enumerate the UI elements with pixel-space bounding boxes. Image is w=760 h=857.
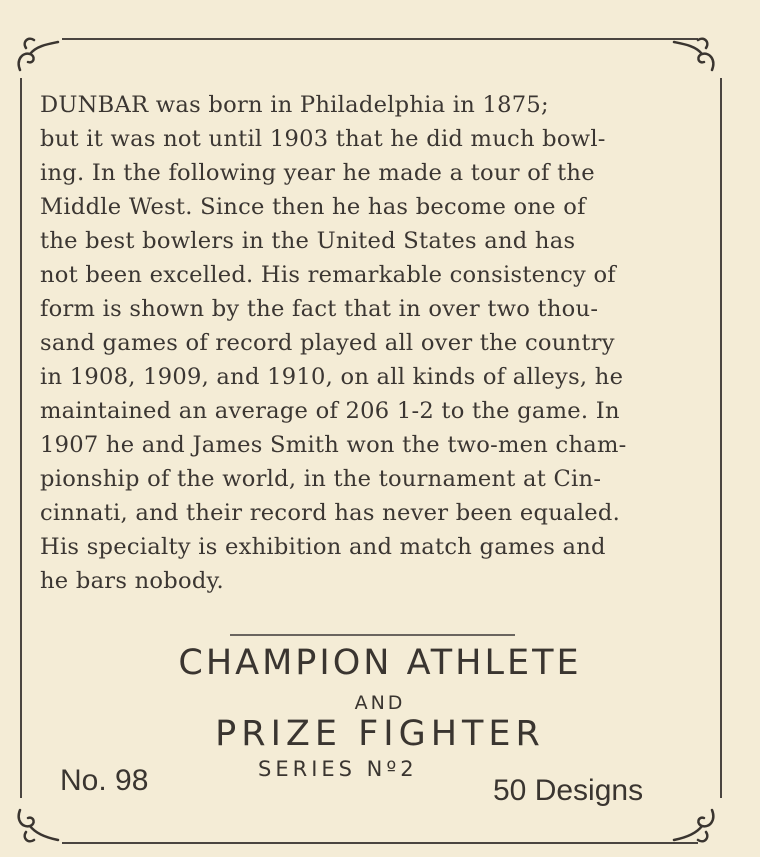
frame-top-rule <box>62 38 698 40</box>
series-title-line1: CHAMPION ATHLETE <box>178 643 582 683</box>
biography-text <box>40 88 708 598</box>
bio-line: maintained an average of 206 1-2 to the game. In <box>40 398 620 424</box>
bio-line: but it was not until 1903 that he did much bowl- <box>40 126 606 152</box>
card-number: No. 98 <box>60 764 149 797</box>
bio-line: in 1908, 1909, and 1910, on all kinds of alleys, he <box>40 364 624 390</box>
divider-rule <box>230 634 515 636</box>
frame-left-rule <box>20 78 22 798</box>
bio-line: pionship of the world, in the tournament at Cin- <box>40 466 602 492</box>
bio-line: sand games of record played all over the country <box>40 330 615 356</box>
designs-count: 50 Designs <box>493 774 644 807</box>
frame-right-rule <box>720 78 722 798</box>
corner-flourish-icon <box>12 30 62 80</box>
bio-line: cinnati, and their record has never been equaled. <box>40 500 620 526</box>
bio-line: DUNBAR was born in Philadelphia in 1875; <box>40 92 549 118</box>
corner-flourish-icon <box>670 30 720 80</box>
corner-flourish-icon <box>12 800 62 850</box>
series-title-line3: PRIZE FIGHTER <box>215 714 545 754</box>
bio-line: ing. In the following year he made a tour of the <box>40 160 595 186</box>
corner-flourish-icon <box>670 800 720 850</box>
bio-line: form is shown by the fact that in over two thou- <box>40 296 599 322</box>
bio-line: 1907 he and James Smith won the two-men cham- <box>40 432 627 458</box>
bio-line: His specialty is exhibition and match games and <box>40 534 606 560</box>
bio-line: he bars nobody. <box>40 568 224 594</box>
series-number: SERIES Nº2 <box>258 757 418 781</box>
bio-line: Middle West. Since then he has become one of <box>40 194 586 220</box>
bio-line: not been excelled. His remarkable consistency of <box>40 262 616 288</box>
frame-bottom-rule <box>62 842 698 844</box>
bio-line: the best bowlers in the United States and has <box>40 228 576 254</box>
series-title-and: AND <box>354 692 406 714</box>
